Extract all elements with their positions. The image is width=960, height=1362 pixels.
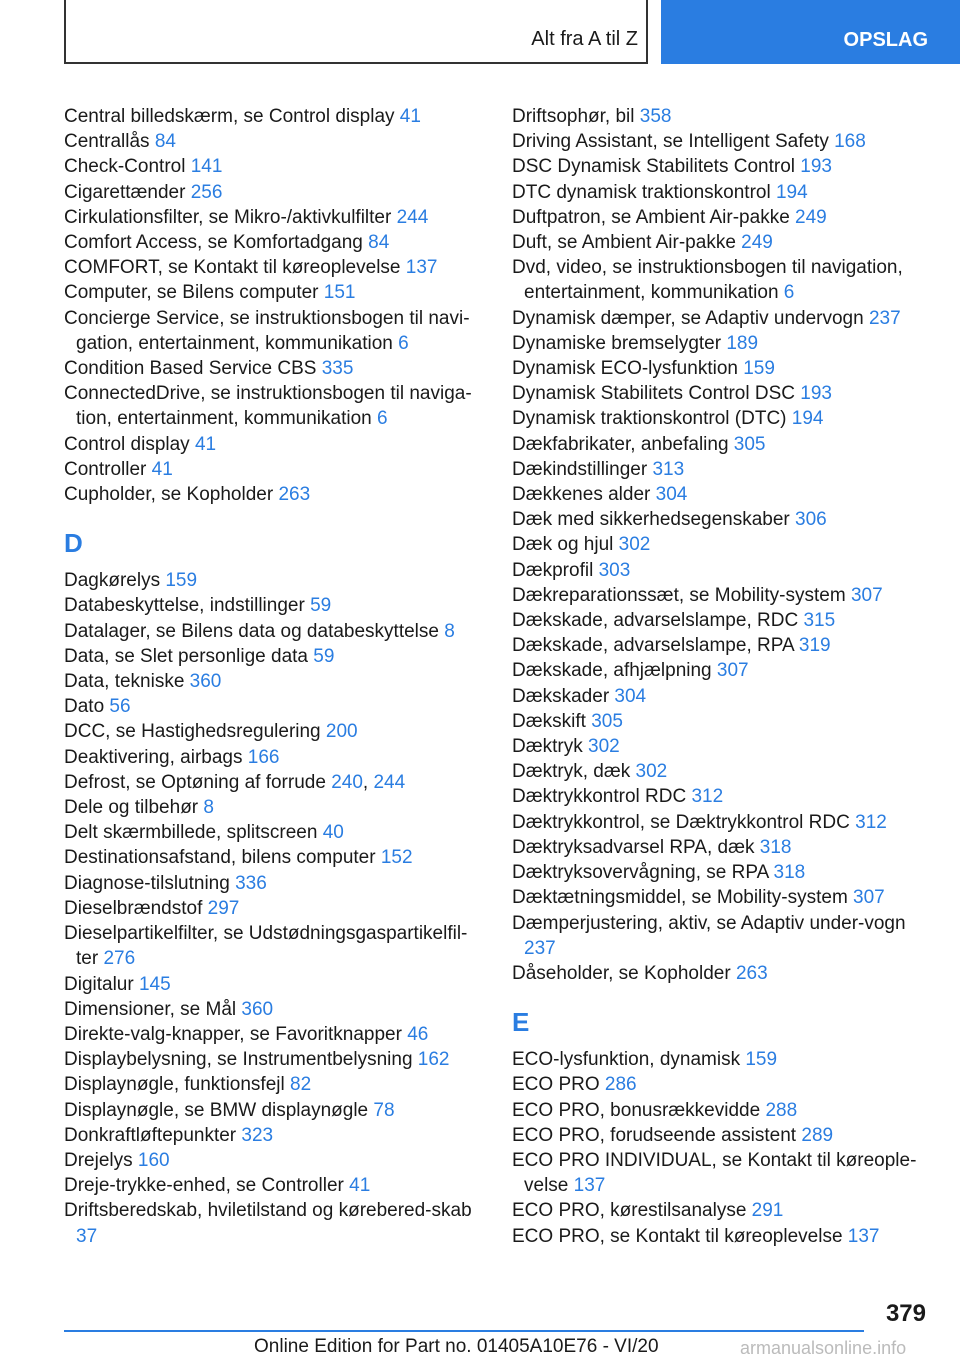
index-entry xyxy=(512,1098,932,1123)
index-entry-text: Data, se Slet personlige data xyxy=(64,645,314,667)
index-column-left xyxy=(64,104,484,1249)
index-entry-text: Dækskade, advarselslampe, RPA xyxy=(512,635,799,657)
index-entry-text: Dreje-trykke-enhed, se Controller xyxy=(64,1175,350,1197)
index-entry xyxy=(512,684,932,709)
page-link[interactable]: 78 xyxy=(373,1099,395,1121)
index-entry-text: Displaynøgle, funktionsfejl xyxy=(64,1074,290,1096)
index-entry xyxy=(64,180,484,205)
index-entry-text: Duft, se Ambient Air-pakke xyxy=(512,232,742,254)
index-entry xyxy=(512,784,932,809)
index-entry-text: Dækindstillinger xyxy=(512,458,653,480)
index-entry xyxy=(64,104,484,129)
page-link[interactable]: 319 xyxy=(798,635,831,657)
index-entry-text: Dækskader xyxy=(512,685,615,707)
index-entry-text: Dæktrykkontrol RDC xyxy=(512,786,692,808)
index-entry-text: Dynamisk dæmper, se Adaptiv undervogn xyxy=(512,307,869,329)
index-entry xyxy=(64,432,484,457)
page-link[interactable]: 41 xyxy=(194,433,217,455)
page-link[interactable]: 291 xyxy=(751,1200,784,1222)
index-entry xyxy=(512,1072,932,1097)
page-link[interactable]: 193 xyxy=(800,156,832,178)
index-entry-text: Dæktætningsmiddel, se Mobility-system xyxy=(512,887,854,909)
index-entry xyxy=(64,1022,484,1047)
page-link[interactable]: 297 xyxy=(207,897,240,919)
index-entry xyxy=(512,381,932,406)
index-entry xyxy=(512,1123,932,1148)
page-link[interactable]: 313 xyxy=(652,458,685,480)
index-entry xyxy=(512,734,932,759)
index-entry-text: Deaktivering, airbags xyxy=(64,746,248,768)
footer-rule xyxy=(64,1330,864,1332)
page-link[interactable]: 249 xyxy=(795,206,827,228)
index-entry-text: Dæktryksovervågning, se RPA xyxy=(512,862,774,884)
page-link[interactable]: 84 xyxy=(154,131,176,153)
index-entry xyxy=(64,205,484,230)
index-entry xyxy=(64,921,484,971)
index-entry xyxy=(64,997,484,1022)
index-entry-text: Dieselpartikelfilter, se Udstødningsgaspartikelfil‐ter xyxy=(64,923,468,970)
index-entry xyxy=(512,860,932,885)
page-link[interactable]: 286 xyxy=(604,1074,637,1096)
index-entry-text: Dæktryk xyxy=(512,736,588,758)
index-entry-text: Dimensioner, se Mål xyxy=(64,998,242,1020)
page-link[interactable]: 56 xyxy=(109,696,131,718)
page-link[interactable]: 84 xyxy=(368,232,390,254)
index-entry-text: Dæktryk, dæk xyxy=(512,761,636,783)
index-entry xyxy=(512,255,932,305)
page-link[interactable]: 200 xyxy=(325,721,358,743)
index-entry xyxy=(64,619,484,644)
index-entry xyxy=(64,845,484,870)
index-entry xyxy=(512,1224,932,1249)
page-link[interactable]: 318 xyxy=(773,862,806,884)
index-entry xyxy=(512,885,932,910)
index-entry-text: Driftsophør, bil xyxy=(512,106,640,127)
index-entry-text: Diagnose-tilslutning xyxy=(64,872,236,894)
page-link[interactable]: 151 xyxy=(323,282,356,304)
index-entry-text: Comfort Access, se Komfortadgang xyxy=(64,232,369,254)
index-entry-text: ConnectedDrive, se instruktionsbogen til naviga‐tion, entertainment, kommunikation xyxy=(64,383,472,430)
index-entry-text: Donkraftløftepunkter xyxy=(64,1124,242,1146)
page-link[interactable]: 193 xyxy=(800,383,832,405)
index-entry xyxy=(64,154,484,179)
index-entry-text: Drejelys xyxy=(64,1149,138,1171)
index-entry xyxy=(512,911,932,961)
index-entry xyxy=(512,406,932,431)
index-entry xyxy=(64,230,484,255)
index-entry xyxy=(512,633,932,658)
index-entry-text: Controller xyxy=(64,458,152,480)
page-link[interactable]: 358 xyxy=(639,106,672,127)
index-entry xyxy=(512,104,932,129)
page-link[interactable]: 263 xyxy=(278,484,311,506)
index-entry-text: Dæktrykkontrol, se Dæktrykkontrol RDC xyxy=(512,811,856,833)
index-entry xyxy=(512,810,932,835)
index-entry-text: ECO PRO INDIVIDUAL, se Kontakt til køreople‐velse xyxy=(512,1149,917,1197)
index-entry-text: Digitalur xyxy=(64,973,139,995)
index-entry xyxy=(64,644,484,669)
index-entry xyxy=(512,658,932,683)
index-entry xyxy=(512,205,932,230)
page-link[interactable]: 312 xyxy=(691,786,724,808)
page-link[interactable]: 145 xyxy=(138,973,171,995)
page-link[interactable]: 59 xyxy=(310,595,332,617)
index-entry-text: Defrost, se Optøning af forrude xyxy=(64,771,332,793)
index-entry xyxy=(64,1072,484,1097)
index-letter-heading: E xyxy=(512,1007,530,1038)
index-entry xyxy=(64,1198,484,1248)
page-link[interactable]: 302 xyxy=(635,761,668,783)
index-entry-text: Dieselbrændstof xyxy=(64,897,208,919)
index-entry-text: Computer, se Bilens computer xyxy=(64,282,324,304)
index-entry-text: Driftsberedskab, hviletilstand og kørebered‐skab xyxy=(64,1200,472,1222)
index-entry-text: Dækskade, advarselslampe, RDC xyxy=(512,610,804,632)
page-link[interactable]: 6 xyxy=(398,332,409,354)
index-entry xyxy=(512,759,932,784)
page-link[interactable]: 244 xyxy=(396,206,429,228)
index-entry xyxy=(512,154,932,179)
page-link[interactable]: 302 xyxy=(618,534,651,556)
index-entry-text: Cigarettænder xyxy=(64,181,191,203)
index-column-right xyxy=(512,104,932,1249)
page-link[interactable]: 137 xyxy=(847,1225,880,1247)
page-link[interactable]: 249 xyxy=(741,232,773,254)
page-link[interactable]: 335 xyxy=(321,358,354,380)
index-entry xyxy=(512,1198,932,1223)
index-entry-text: ECO PRO, kørestilsanalyse xyxy=(512,1200,752,1222)
page-link[interactable]: 59 xyxy=(313,645,335,667)
index-entry xyxy=(64,1173,484,1198)
index-entry xyxy=(64,1148,484,1173)
index-entry-text: ECO PRO, forudseende assistent xyxy=(512,1124,802,1146)
index-entry-text: Cupholder, se Kopholder xyxy=(64,484,279,506)
index-entry-text: ECO PRO xyxy=(512,1074,605,1096)
index-entry-text: Concierge Service, se instruktionsbogen til navi‐gation, entertainment, kommunikation xyxy=(64,307,470,354)
page-link[interactable]: 360 xyxy=(241,998,274,1020)
index-entry-text: Dækskift xyxy=(512,710,592,732)
index-entry-text: Dæk med sikkerhedsegenskaber xyxy=(512,509,796,531)
index-entry-text: Dynamiske bremselygter xyxy=(512,332,727,354)
index-entry-text: DSC Dynamisk Stabilitets Control xyxy=(512,156,801,178)
page-link[interactable]: 312 xyxy=(855,811,887,833)
index-entry xyxy=(64,457,484,482)
index-entry-text: COMFORT, se Kontakt til køreoplevelse xyxy=(64,257,406,279)
index-entry xyxy=(64,255,484,280)
page-link[interactable]: 166 xyxy=(247,746,280,768)
index-entry xyxy=(64,356,484,381)
index-entry xyxy=(512,331,932,356)
page-link[interactable]: 244 xyxy=(373,771,406,793)
index-entry xyxy=(64,745,484,770)
index-entry-text: Dækskade, afhjælpning xyxy=(512,660,717,682)
index-entry-text: ECO PRO, bonusrækkevidde xyxy=(512,1099,766,1121)
index-entry: Defrost, se Optøning af forrude 240, 244 xyxy=(64,771,406,793)
page-link[interactable]: 194 xyxy=(791,408,824,430)
index-entry-text: Cirkulationsfilter, se Mikro-/aktivkulfilter xyxy=(64,206,397,228)
index-entry xyxy=(512,356,932,381)
index-entry-text: Datalager, se Bilens data og databeskyttelse xyxy=(64,620,445,642)
index-entry-text: Databeskyttelse, indstillinger xyxy=(64,595,311,617)
index-entry-text: Direkte-valg-knapper, se Favoritknapper xyxy=(64,1023,408,1045)
index-entry xyxy=(512,961,932,986)
index-entry xyxy=(64,381,484,431)
index-entry-text: Dynamisk ECO-lysfunktion xyxy=(512,358,744,380)
page-link[interactable]: 323 xyxy=(241,1124,274,1146)
index-entry xyxy=(512,835,932,860)
page-link[interactable]: 237 xyxy=(524,937,556,959)
index-entry-text: ECO PRO, se Kontakt til køreoplevelse xyxy=(512,1225,848,1247)
index-entry xyxy=(64,280,484,305)
page-link[interactable]: 141 xyxy=(190,156,223,178)
index-entry xyxy=(512,129,932,154)
index-entry-text: Destinationsafstand, bilens computer xyxy=(64,847,381,869)
page-link[interactable]: 288 xyxy=(765,1099,798,1121)
index-entry xyxy=(512,482,932,507)
index-entry-text: Dynamisk traktionskontrol (DTC) xyxy=(512,408,792,430)
page-link[interactable]: 315 xyxy=(803,610,836,632)
index-entry xyxy=(64,568,484,593)
index-entry xyxy=(512,306,932,331)
index-entry xyxy=(64,795,484,820)
page-link[interactable]: 360 xyxy=(189,671,222,693)
index-entry xyxy=(64,306,484,356)
index-entry-text: Dækkenes alder xyxy=(512,484,656,506)
index-entry-text: Data, tekniske xyxy=(64,671,190,693)
index-entry xyxy=(512,583,932,608)
index-entry-text: Dele og tilbehør xyxy=(64,797,204,819)
index-entry xyxy=(512,709,932,734)
page-link[interactable]: 306 xyxy=(795,509,827,531)
section-tab: OPSLAG xyxy=(661,0,960,64)
index-entry xyxy=(64,820,484,845)
page-link[interactable]: 82 xyxy=(290,1074,312,1096)
page-link[interactable]: 41 xyxy=(399,106,421,127)
page-link[interactable]: 137 xyxy=(405,257,438,279)
page-number: 379 xyxy=(885,1300,926,1327)
index-entry xyxy=(512,1148,932,1198)
page-link[interactable]: 307 xyxy=(850,584,883,606)
index-entry xyxy=(512,1047,932,1072)
page-link[interactable]: 194 xyxy=(775,181,808,203)
index-entry xyxy=(64,1098,484,1123)
index-entry xyxy=(64,1047,484,1072)
page-link[interactable]: 336 xyxy=(235,872,267,894)
index-entry xyxy=(64,1123,484,1148)
index-entry-text: Driving Assistant, se Intelligent Safety xyxy=(512,131,835,153)
index-entry-text: Displaynøgle, se BMW displaynøgle xyxy=(64,1099,374,1121)
page-link[interactable]: 8 xyxy=(444,620,455,642)
page-link[interactable]: 8 xyxy=(203,797,214,819)
index-entry-text: Duftpatron, se Ambient Air-pakke xyxy=(512,206,796,228)
page-link[interactable]: 40 xyxy=(322,822,344,844)
index-entry xyxy=(64,129,484,154)
index-entry xyxy=(64,871,484,896)
page-link[interactable]: 37 xyxy=(76,1225,98,1247)
page-link[interactable]: 168 xyxy=(834,131,866,153)
page-link[interactable]: 162 xyxy=(417,1049,450,1071)
page-link[interactable]: 152 xyxy=(380,847,413,869)
index-entry xyxy=(64,669,484,694)
index-entry-text: Dækfabrikater, anbefaling xyxy=(512,433,734,455)
page-link[interactable]: 263 xyxy=(735,962,768,984)
index-entry-text: Central billedskærm, se Control display xyxy=(64,106,400,127)
page-link[interactable]: 304 xyxy=(655,484,688,506)
page-link[interactable]: 256 xyxy=(190,181,223,203)
index-entry xyxy=(512,457,932,482)
page-link[interactable]: 159 xyxy=(165,570,198,592)
page-link[interactable]: 307 xyxy=(853,887,885,909)
index-entry xyxy=(512,558,932,583)
page-link[interactable]: 305 xyxy=(591,710,623,732)
index-entry xyxy=(512,432,932,457)
index-entry-text: Control display xyxy=(64,433,195,455)
page-link[interactable]: 303 xyxy=(598,559,631,581)
index-entry-text: Dæmperjustering, aktiv, se Adaptiv under‐vogn xyxy=(512,912,906,934)
page-link[interactable]: 137 xyxy=(573,1175,606,1197)
page-link[interactable]: 237 xyxy=(868,307,901,329)
index-entry-text: Dækprofil xyxy=(512,559,599,581)
page-link[interactable]: 159 xyxy=(745,1049,778,1071)
watermark: armanualsonline.info xyxy=(740,1338,907,1358)
page-link[interactable]: 6 xyxy=(783,282,795,304)
index-entry-text: Dæktryksadvarsel RPA, dæk xyxy=(512,836,760,858)
index-entry xyxy=(512,532,932,557)
section-title: Alt fra A til Z xyxy=(531,28,638,50)
index-entry-text: Centrallås xyxy=(64,131,155,153)
index-entry-text: Dynamisk Stabilitets Control DSC xyxy=(512,383,801,405)
index-entry-text: ECO-lysfunktion, dynamisk xyxy=(512,1049,746,1071)
index-entry-text: Dvd, video, se instruktionsbogen til navigation, entertainment, kommunikation xyxy=(512,257,903,304)
page-link[interactable]: 159 xyxy=(743,358,775,380)
page-link[interactable]: 160 xyxy=(137,1149,170,1171)
index-entry xyxy=(64,482,484,507)
index-entry xyxy=(64,694,484,719)
index-entry-text: DCC, se Hastighedsregulering xyxy=(64,721,326,743)
page-link[interactable]: 46 xyxy=(407,1023,429,1045)
index-entry xyxy=(512,230,932,255)
index-entry xyxy=(512,507,932,532)
index-entry-text: Dækreparationssæt, se Mobility-system xyxy=(512,584,851,606)
index-entry-text: Dato xyxy=(64,696,110,718)
page-link[interactable]: 276 xyxy=(103,948,136,970)
index-entry-text: Condition Based Service CBS xyxy=(64,358,322,380)
index-entry xyxy=(64,972,484,997)
index-letter-heading: D xyxy=(64,528,83,559)
index-entry xyxy=(512,608,932,633)
page-link[interactable]: 6 xyxy=(377,408,388,430)
index-entry-text: Delt skærmbillede, splitscreen xyxy=(64,822,323,844)
index-entry-text: Dagkørelys xyxy=(64,570,166,592)
index-entry xyxy=(512,180,932,205)
page-link[interactable]: 307 xyxy=(716,660,749,682)
page-link[interactable]: 189 xyxy=(726,332,759,354)
index-entry xyxy=(64,593,484,618)
index-entry-text: Check-Control xyxy=(64,156,191,178)
index-entry-text: Displaybelysning, se Instrumentbelysning xyxy=(64,1049,418,1071)
index-entry-text: DTC dynamisk traktionskontrol xyxy=(512,181,776,203)
edition-note: Online Edition for Part no. 01405A10E76 - VI/20 xyxy=(254,1336,659,1357)
page-link[interactable]: 41 xyxy=(151,458,173,480)
page-link[interactable]: 240 xyxy=(331,771,363,793)
index-entry xyxy=(64,896,484,921)
page-link[interactable]: 302 xyxy=(588,736,620,758)
page-link[interactable]: 41 xyxy=(349,1175,371,1197)
index-entry-text: Dæk og hjul xyxy=(512,534,619,556)
page-link[interactable]: 304 xyxy=(614,685,647,707)
page-link[interactable]: 289 xyxy=(801,1124,834,1146)
index-entry-text: Dåseholder, se Kopholder xyxy=(512,962,736,984)
index-entry xyxy=(64,719,484,744)
page-link[interactable]: 318 xyxy=(759,836,792,858)
page-link[interactable]: 305 xyxy=(733,433,766,455)
